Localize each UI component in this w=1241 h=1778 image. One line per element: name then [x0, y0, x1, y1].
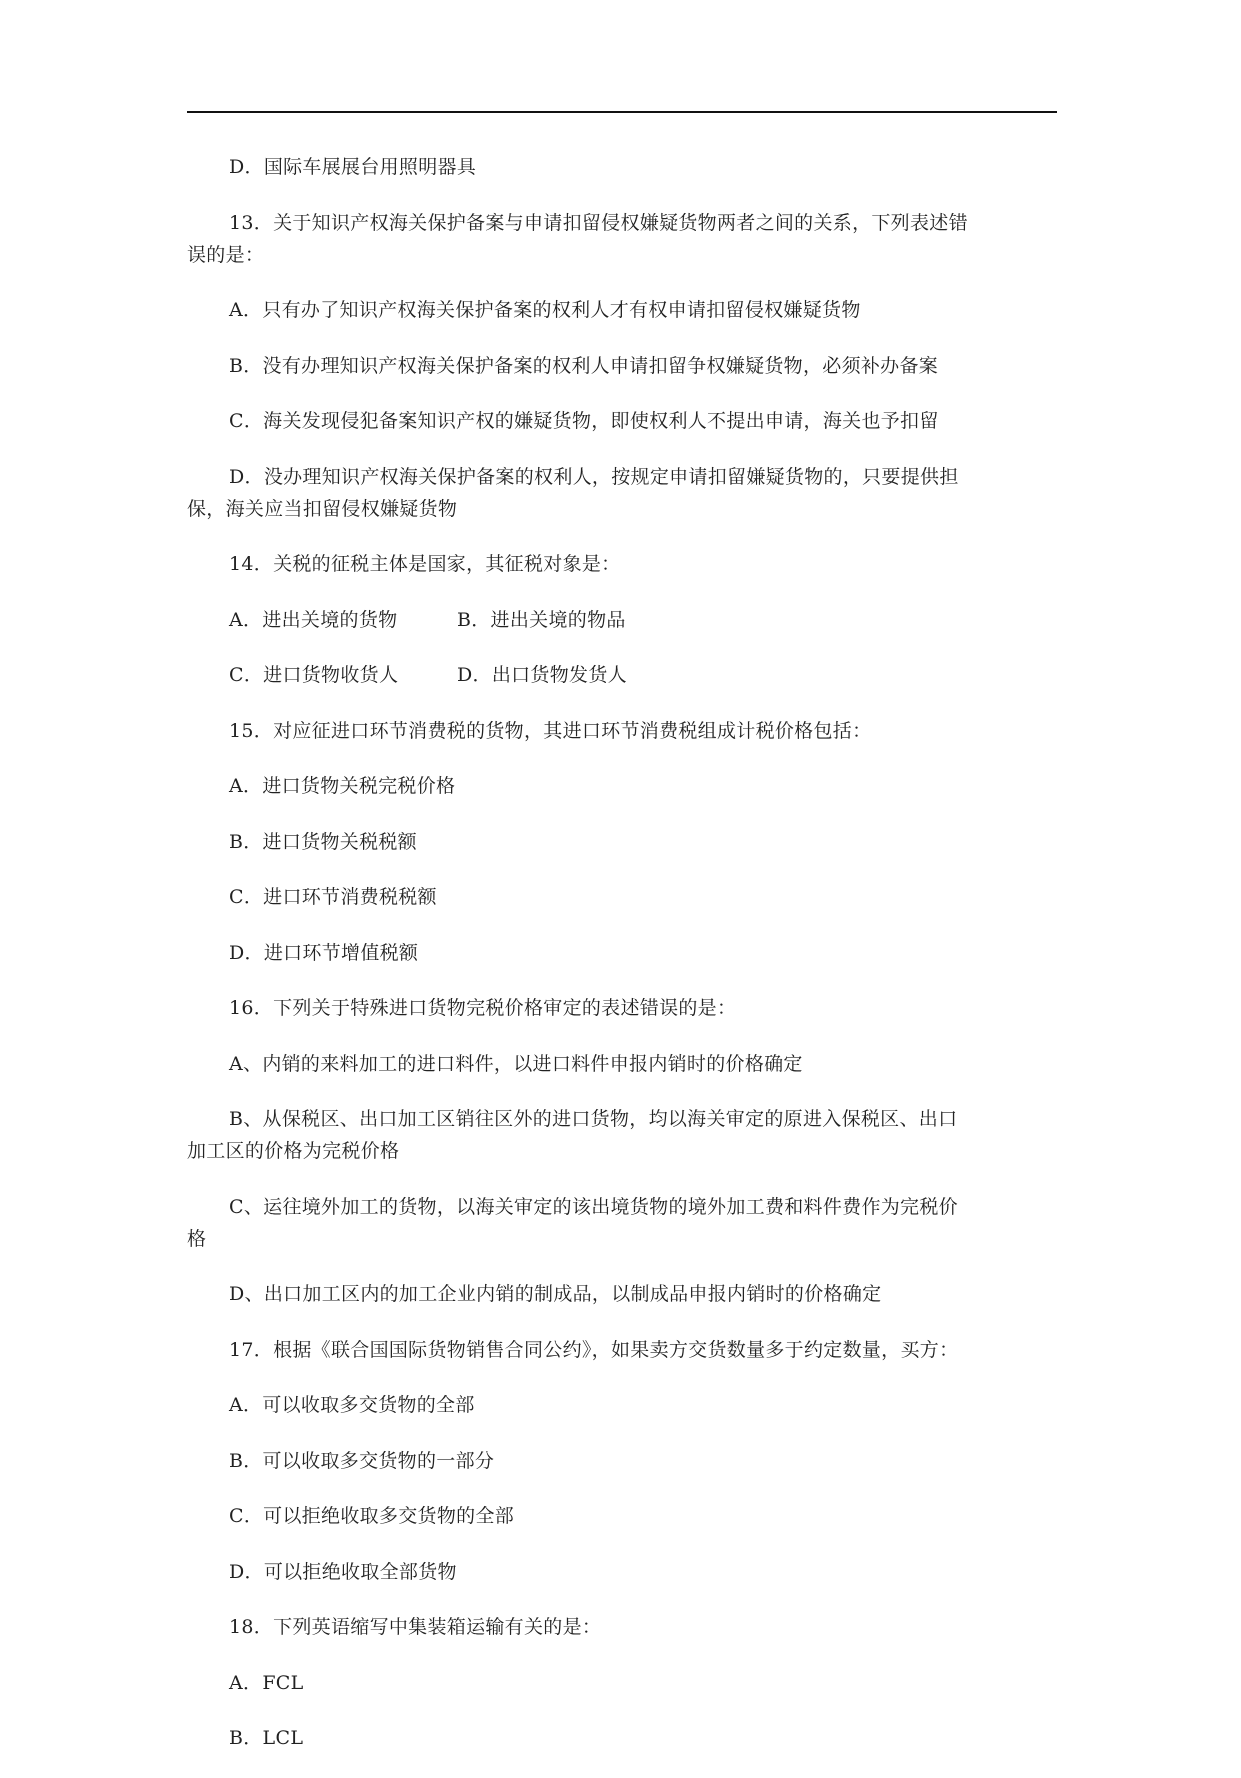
- question-17-option-c: C．可以拒绝收取多交货物的全部: [229, 1505, 515, 1527]
- question-16-option-d: D、出口加工区内的加工企业内销的制成品，以制成品申报内销时的价格确定: [229, 1283, 882, 1305]
- question-16-option-c: [187, 1191, 1057, 1255]
- question-14-options-row-2: [187, 659, 1057, 691]
- question-13-option-d: [187, 461, 1057, 525]
- question-14-stem: 14．关税的征税主体是国家，其征税对象是：: [229, 553, 621, 575]
- question-15-option-c: C．进口环节消费税税额: [229, 886, 437, 908]
- question-14-option-d: D．出口货物发货人: [457, 664, 627, 686]
- question-13-stem-line-1: 13．关于知识产权海关保护备案与申请扣留侵权嫌疑货物两者之间的关系，下列表述错: [229, 211, 968, 234]
- question-13-option-b: B．没有办理知识产权海关保护备案的权利人申请扣留争权嫌疑货物，必须补办备案: [229, 354, 939, 377]
- question-15-option-a: A．进口货物关税完税价格: [229, 775, 456, 797]
- question-13-stem: [187, 207, 1057, 271]
- question-17-option-b: B．可以收取多交货物的一部分: [229, 1449, 495, 1472]
- question-13-stem-line-2: 误的是：: [187, 243, 265, 266]
- question-16-option-b-line-2: 加工区的价格为完税价格: [187, 1140, 400, 1162]
- question-15-option-d: D．进口环节增值税额: [229, 941, 419, 964]
- question-17-option-d: D．可以拒绝收取全部货物: [229, 1560, 457, 1583]
- question-12-option-d: D．国际车展展台用照明器具: [229, 156, 477, 178]
- question-16-option-c-line-1: C、运往境外加工的货物，以海关审定的该出境货物的境外加工费和料件费作为完税价: [229, 1195, 958, 1218]
- question-17-option-a: A．可以收取多交货物的全部: [229, 1394, 475, 1416]
- question-14-option-b: B．进出关境的物品: [457, 608, 626, 631]
- question-18-stem: 18．下列英语缩写中集装箱运输有关的是：: [229, 1616, 602, 1638]
- question-14-option-a: A．进出关境的货物: [229, 608, 398, 631]
- question-13-option-c: C．海关发现侵犯备案知识产权的嫌疑货物，即使权利人不提出申请，海关也予扣留: [229, 410, 939, 432]
- question-16-option-a: A、内销的来料加工的进口料件，以进口料件申报内销时的价格确定: [229, 1052, 803, 1075]
- question-16-option-b-line-1: B、从保税区、出口加工区销往区外的进口货物，均以海关审定的原进入保税区、出口: [229, 1108, 958, 1130]
- question-17-stem: 17．根据《联合国国际货物销售合同公约》，如果卖方交货数量多于约定数量，买方：: [229, 1338, 959, 1361]
- question-15-option-b: B．进口货物关税税额: [229, 830, 417, 853]
- question-13-option-a: A．只有办了知识产权海关保护备案的权利人才有权申请扣留侵权嫌疑货物: [229, 299, 861, 321]
- question-16-option-b: [187, 1103, 1057, 1167]
- question-13-option-d-line-2: 保，海关应当扣留侵权嫌疑货物: [187, 497, 458, 520]
- question-14-option-c: C．进口货物收货人: [229, 664, 399, 686]
- header-rule: [187, 111, 1057, 113]
- question-13-option-d-line-1: D．没办理知识产权海关保护备案的权利人，按规定申请扣留嫌疑货物的，只要提供担: [229, 465, 959, 488]
- question-15-stem: 15．对应征进口环节消费税的货物，其进口环节消费税组成计税价格包括：: [229, 719, 872, 742]
- question-18-option-a: A．FCL: [229, 1671, 304, 1694]
- question-16-option-c-line-2: 格: [187, 1227, 207, 1250]
- question-14-options-row-1: [187, 604, 1057, 636]
- question-18-option-b: B．LCL: [229, 1727, 304, 1749]
- question-16-stem: 16．下列关于特殊进口货物完税价格审定的表述错误的是：: [229, 997, 737, 1019]
- page-content: [187, 151, 1057, 1778]
